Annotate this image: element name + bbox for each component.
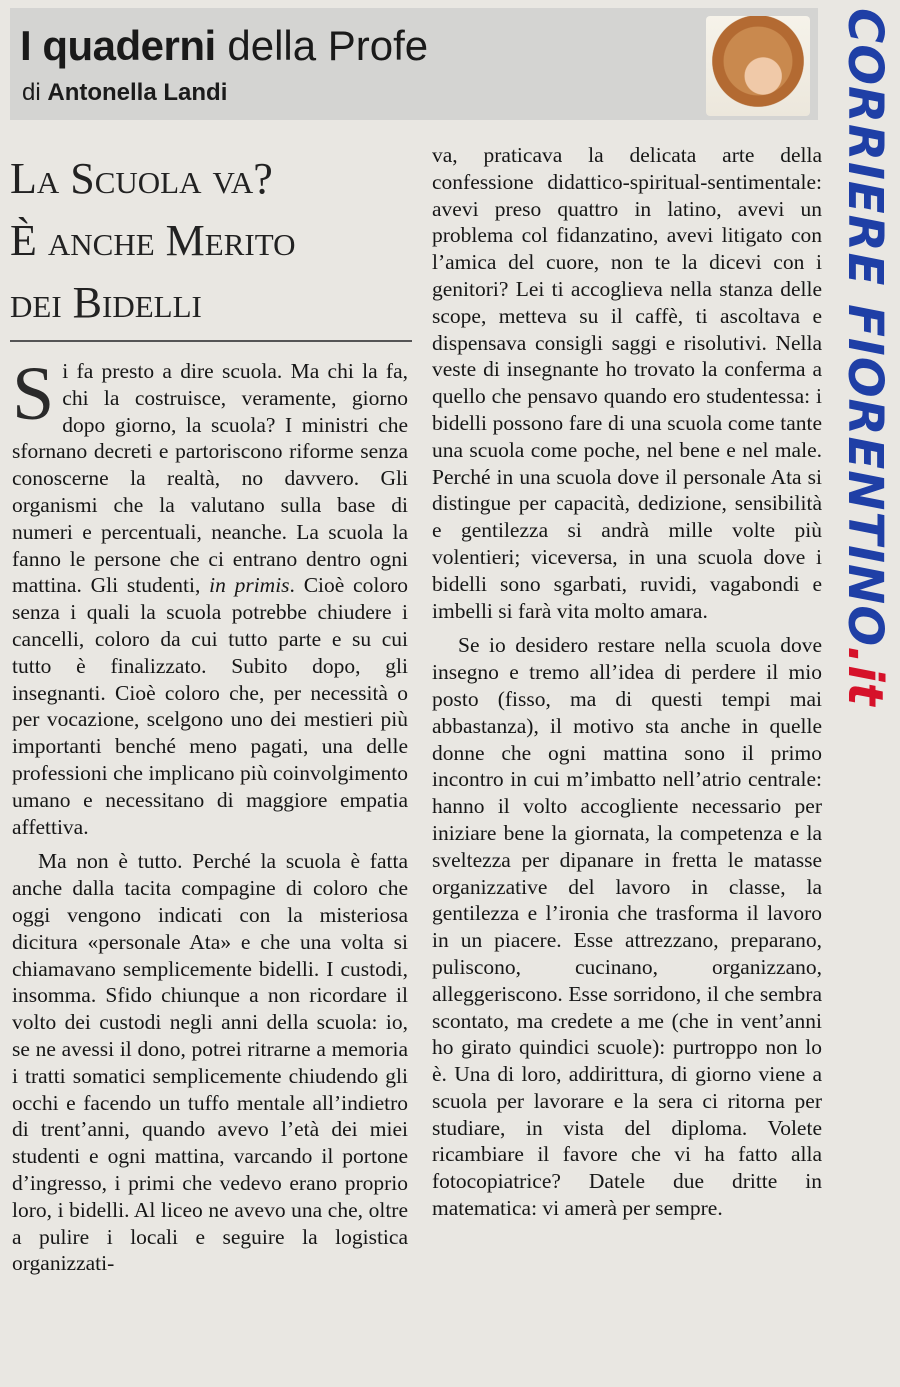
- brand-masthead: [830, 0, 900, 707]
- drop-cap: S: [12, 352, 55, 436]
- paragraph-1: [12, 352, 408, 840]
- article-column-left: [12, 352, 408, 1368]
- article-column-right: [432, 142, 822, 1362]
- paragraph-1-text-b: . Cioè coloro senza i quali la scuola potrebbe chiudere i cancelli, coloro da cui tutto parte e su cui tutto è finalizzato. Subito dopo, gli insegnanti. Cioè coloro che, per necessità o per vocazione, scelgono uno dei mestieri più importanti benché meno pagati, una delle professioni che implicano più coinvolgimento umano e necessitano di maggiore empatia affettiva.: [12, 573, 408, 839]
- brand-name: CORRIERE FIORENTINO: [837, 8, 893, 646]
- author-photo: [706, 16, 810, 116]
- headline-line-1: La Scuola va?: [10, 154, 273, 203]
- author-name: Antonella Landi: [47, 79, 228, 106]
- column-header: [10, 8, 818, 120]
- brand-logo: [836, 8, 894, 707]
- column-title-bold: I quaderni: [20, 22, 216, 69]
- byline-prefix: di: [22, 79, 41, 106]
- paragraph-2-continued: va, praticava la delicata arte della confessione didattico-spiritual-sentimentale: avevi preso quattro in latino, avevi un problema col fidanzatino, avevi litigato con l’amica del cuore, non te la dicevi con i genitori? Lei ti accoglieva nella stanza delle scope, metteva su il caffè, ti ascoltava e dispensava consigli saggi e risolutivi. Nella veste di insegnante ho trovato la conferma a quello che pensavo quando ero studentessa: i bidelli possono fare di una scuola come tante una scuola come poche, nel bene e nel male. Perché in una scuola dove il personale Ata si distingue per capacità, dedizione, sensibilità e gentilezza si andrà mille volte più volentieri; viceversa, in una scuola dove i bidelli sono sgarbati, ruvidi, vagabondi e imbelli si farà vita molto amara.: [432, 143, 822, 623]
- paragraph-3: Se io desidero restare nella scuola dove insegno e tremo all’idea di perdere il mio posto (fisso, ma di questi tempi mai abbastanza), il motivo sta anche in quelle donne che ogni mattina sono il primo incontro in cui m’imbatto nell’atrio centrale: hanno il volto accogliente necessario per iniziare bene la giornata, la competenza e la sveltezza per dipanare in fretta le matasse organizzative del lavoro in classe, la gentilezza e l’ironia che trasforma il lavoro in un piacere. Esse attrezzano, preparano, puliscono, cucinano, organizzano, alleggeriscono. Esse sorridono, il che sembra scontato, ma credete a me (che in vent’anni ho girato quindici scuole): purtroppo non lo è. Una di loro, addirittura, di giorno viene a scuola per lavorare e la sera ci ritorna per studiare, in vista del diploma. Volete ricambiare il favore che vi ha fatto alla fotocopiatrice? Datele due dritte in matematica: vi amerà per sempre.: [432, 633, 822, 1221]
- headline-line-3: dei Bidelli: [10, 278, 202, 327]
- headline-line-2: È anche Merito: [10, 216, 296, 265]
- paragraph-1-text-a: i fa presto a dire scuola. Ma chi la fa, chi la costruisce, veramente, giorno dopo giorno, la scuola? I ministri che sfornano decreti e partoriscono riforme senza conoscerne la realtà, no davvero. Gli organismi che la valutano sulla base di numeri e percentuali, neanche. La scuola la fanno le persone che ci entrano dentro ogni mattina. Gli studenti,: [12, 359, 408, 598]
- headline-divider: [10, 340, 412, 342]
- paragraph-1-emphasis: in primis: [209, 573, 290, 598]
- brand-suffix: .it: [837, 645, 893, 707]
- paragraph-2: Ma non è tutto. Perché la scuola è fatta anche dalla tacita compagine di coloro che oggi vengono indicati con la misteriosa dicitura «personale Ata» e che una volta si chiamavano semplicemente bidelli. I custodi, insomma. Sfido chiunque a non ricordare il volto dei custodi negli anni della scuola: io, se ne avessi il dono, potrei ritrarne a memoria i tratti somatici semplicemente chiudendo gli occhi e facendo un tuffo mentale all’indietro di trent’anni, quando avevo l’età dei miei studenti e ogni mattina, varcando il portone d’ingresso, i primi che vedevo erano proprio loro, i bidelli. Al liceo ne avevo una che, oltre a pulire i locali e seguire la logistica organizzati-: [12, 849, 408, 1276]
- column-title: [20, 22, 428, 70]
- column-title-rest: della Profe: [227, 22, 429, 69]
- article-headline: [10, 148, 420, 334]
- byline: [22, 78, 227, 108]
